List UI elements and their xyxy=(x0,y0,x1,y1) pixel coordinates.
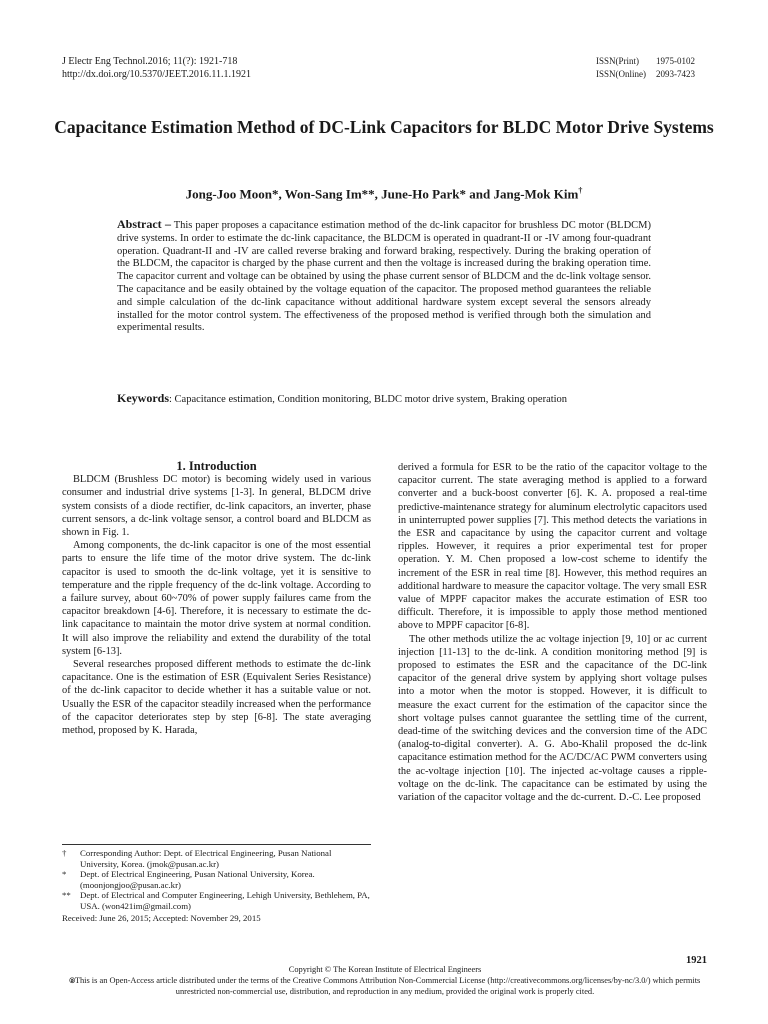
issn-print xyxy=(596,55,695,68)
page-number: 1921 xyxy=(686,955,707,966)
footnote xyxy=(62,848,371,869)
keywords-label: Keywords xyxy=(117,391,169,405)
issn-online xyxy=(596,68,695,81)
license-text xyxy=(62,975,708,997)
paragraph: Several researches proposed different methods to estimate the dc-link capacitance. One is the estimation of ESR (Equivalent Series Resistance) of the dc-link capacitor to decide whether it has a suitable value or not. Usually the ESR of the capacitor steadily increased when the performance of the capacitor deteriorates step by step [6-8]. The state averaging method, proposed by K. Harada, xyxy=(62,659,371,737)
copyright-line: Copyright © The Korean Institute of Electrical Engineers xyxy=(288,965,482,974)
footnote-divider xyxy=(62,844,371,845)
footnote xyxy=(62,869,371,890)
paragraph: BLDCM (Brushless DC motor) is becoming widely used in various consumer and industrial drive systems [1-3]. In general, BLDCM drive system consists of a diode rectifier, dc-link capacitors, an inverter, phase current sensors, a dc-link voltage sensor, a control board and BLDCM as shown in Fig. 1. xyxy=(62,474,371,539)
journal-citation: J Electr Eng Technol.2016; 11(?): 1921-718 xyxy=(62,56,238,67)
paragraph: The other methods utilize the ac voltage injection [9, 10] or ac current injection [11-13] to the dc-link. A condition monitoring method [9] is proposed to estimates the ESR and the capacitance of the DC-link capacitor of the general drive system by applying short voltage pulses into a motor when the motor is stopped. However, it is difficult to measure the exact current for the estimation of the capacitor since the short voltage pulses cannot guarantee the settling time of the current, dead-time of the switching devices and the conversion time of the ADC (analog-to-digital converter). A. G. Abo-Khalil proposed the dc-link capacitance estimation method for the AC/DC/AC PWM converters using the ac-voltage injection [10]. The injected ac-voltage causes a ripple-voltage on the dc-link. The capacitance can be estimated by using the variation of the capacitor voltage and the dc-current. D.-C. Lee proposed xyxy=(398,633,707,804)
issn-print-value: 1975-0102 xyxy=(656,56,695,66)
author-list xyxy=(40,186,728,202)
issn-block xyxy=(596,55,695,81)
footnote-mark: * xyxy=(62,869,67,880)
paragraph: Among components, the dc-link capacitor is one of the most essential parts to ensure the life time of the motor drive system. The dc-link capacitor is used to smooth the dc-link voltage, yet it is sensitive to temperature and the ripple frequency of the dc-link voltage. According to a failure survey, about 60~70% of power supply failures came from the capacitor breakdown [4-6]. Therefore, it is necessary to estimate the dc-link capacitance to maintain the motor drive system at normal condition. It will also improve the reliability and extend the durability of the total system [6-13]. xyxy=(62,540,371,657)
author-names: Jong-Joo Moon*, Won-Sang Im**, June-Ho Park* and Jang-Mok Kim xyxy=(185,186,579,202)
footnote xyxy=(62,890,371,911)
footnote-mark: † xyxy=(62,848,67,858)
footnotes xyxy=(62,848,371,923)
license-body: This is an Open-Access article distributed under the terms of the Creative Commons Attribution Non-Commercial License (http://creativecommons.org/licenses/by-nc/3.0/) which permits unrestricted non-commercial use, distribution, and reproduction in any medium, provided the original work is properly cited. xyxy=(74,976,701,996)
copyright-footer xyxy=(62,964,708,997)
keywords xyxy=(117,392,651,406)
left-column xyxy=(62,460,371,737)
footnote-text: Dept. of Electrical Engineering, Pusan National University, Korea. (moonjongjoo@pusan.ac.kr) xyxy=(80,869,315,890)
received-dates: Received: June 26, 2015; Accepted: November 29, 2015 xyxy=(62,912,261,923)
journal-header xyxy=(62,55,251,81)
section-heading: 1. Introduction xyxy=(176,459,257,473)
issn-online-label: ISSN(Online) xyxy=(596,69,646,79)
issn-online-value: 2093-7423 xyxy=(656,69,695,79)
corresponding-author-mark: † xyxy=(578,186,583,195)
right-column xyxy=(398,461,707,804)
paragraph: derived a formula for ESR to be the ratio of the capacitor voltage to the capacitor current. The state averaging method is applied to a forward converter and a buck-boost converter [6]. K. A. proposed a real-time predictive-maintenance strategy for aluminum electrolytic capacitors used in uninterrupted power supplies [7]. This method detects the variations in the ESR and capacitance by using the capacitor current and voltage ripples. However, it requires a prior experimental test for proper operation. Y. M. Chen proposed a low-cost scheme to identify the increment of the ESR in real time [8]. However, this method requires an additional hardware to measure the capacitor voltage. The very small ESR value of MPPF capacitor makes the accurate estimation of ESR too difficult. Therefore, it is impossible to apply those method mentioned above to MPPF capacitor [6-8]. xyxy=(398,462,707,632)
doi-link[interactable]: http://dx.doi.org/10.5370/JEET.2016.11.1.1921 xyxy=(62,69,251,80)
footnote-text: Corresponding Author: Dept. of Electrical Engineering, Pusan National University, Korea. (jmok@pusan.ac.kr) xyxy=(80,848,332,869)
cc-icon: 🄍 xyxy=(69,976,75,985)
abstract-text: This paper proposes a capacitance estimation method of the dc-link capacitor for brushless DC motor (BLDCM) drive systems. In order to estimate the dc-link capacitance, the BLDCM is operated in quadrant-II or -IV among four-quadrant operation. Quadrant-II and -IV are called reverse braking and forward braking, respectively. During the braking operation of the BLDCM, the capacitor is charged by the phase current and then the voltage is increased during the braking operation time. The capacitor current and voltage can be obtained by using the phase current sensor of BLDCM and the dc-link voltage sensor. The capacitance and be easily obtained by the voltage equation of the capacitor. The proposed method guarantees the reliable and simple calculation of the dc-link capacitance without additional hardware system except several the sensors already installed for the motor control system. The effectiveness of the proposed method is verified through both the simulation and experimental results. xyxy=(117,220,651,334)
footnote-text: Dept. of Electrical and Computer Engineering, Lehigh University, Bethlehem, PA, USA. (won421im@gmail.com) xyxy=(80,890,370,911)
paper-title: Capacitance Estimation Method of DC-Link Capacitors for BLDC Motor Drive Systems xyxy=(54,117,714,137)
keywords-text: : Capacitance estimation, Condition monitoring, BLDC motor drive system, Braking operation xyxy=(169,394,568,405)
issn-print-label: ISSN(Print) xyxy=(596,56,640,66)
abstract-label: Abstract – xyxy=(117,217,171,231)
footnote-mark: ** xyxy=(62,890,71,901)
abstract xyxy=(117,218,651,335)
